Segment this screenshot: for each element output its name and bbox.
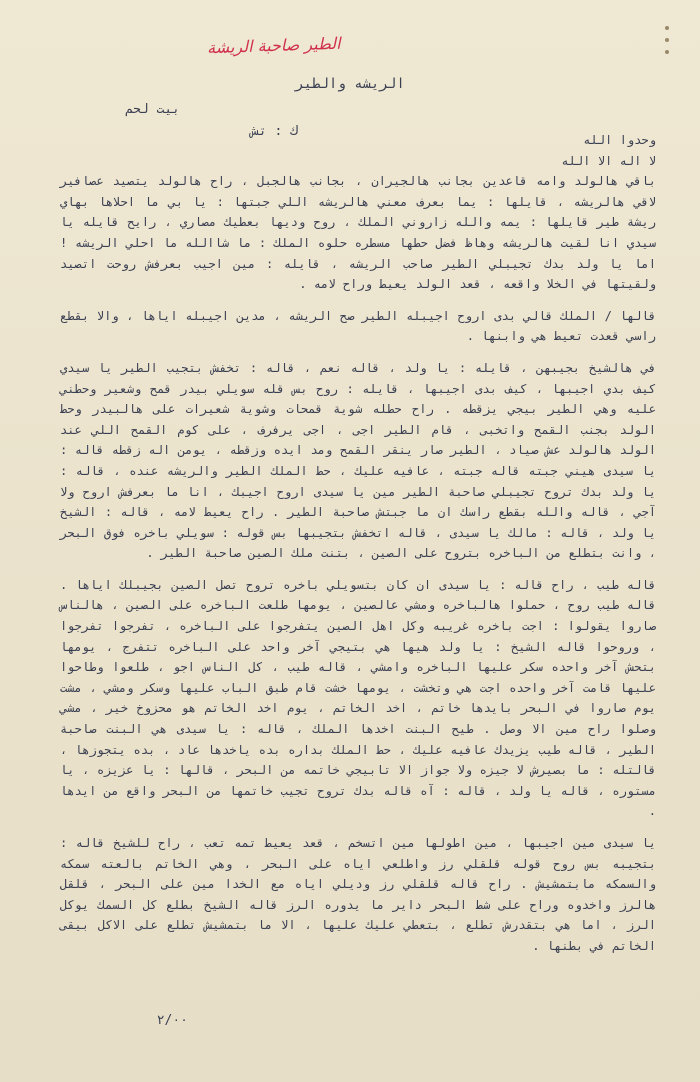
- paragraph-3: في هالشيخ بجيبهن ، قايله : يا ولد ، قاله نعم ، قاله : تخفش بتجيب الطير يا سيدي كيف بدي اجيبها ، كيف بدى اجيبها ، قايله : روح بس قله سويلي بيدر قمح وشعير وحطني عليه وهي الطير بيجي يزقطه . راح حطله شوية قمحات وشوية شعيرات على هالبيدر وحط الولد بجنب القمح واتخبى ، قام الطير اجى ، اجى يرفرف ، على كوم القمح اللي عند الولد هالولد عش صياد ، الطير صار ينقر القمح ومد ايده وزقطه ، يومن اله زقطه قاله : يا سيدى هيني جبته قاله جبته ، عافيه عليك ، حط الملك الطير والريشه عنده ، قاله : يا ولد بدك تروح تجيبلي صاحبة الطير مين يا سيدى اروح اجيبك ، انا ما بعرفش اروح ولا آجي ، قاله والله بقطع راسك ان ما جبتش صاحبة الطير . راح يعيط لامه ، قاله : الشيخ يا ولد ، قاله : مالك يا سيدى ، قاله اتخفش بتجيبها بس قوله : سويلي باخره فوق البحر ، وانت بتطلع من الباخره بتروح على الصين ، بتنت ملك الصين صاحبة الطير .: [60, 360, 656, 561]
- page-number: ٢/٠٠: [156, 1013, 188, 1028]
- paragraph-5: يا سيدى مين اجيبها ، مين اطولها مين اتسخم ، قعد يعيط تمه تعب ، راح للشيخ قاله : بتجيبه بس روح قوله قلقلي رز واطلعي اياه على البحر ، وهي الخاتم بالعته سمكه والسمكه مابتمشيش . راح قاله قلقلي رز وديلي اياه مع الخدا مين على البحر ، قلقل هالرز واخدوه وراح على شط البحر داير ما يدوره الرز قاله الشيخ بطلع كل السمك يوكل الرز ، اما هي بتقدرش تطلع ، بتعطي عليك عليها ، الا ما بتمشيش تطلع على الاكل بيقى الخاتم في بطنها .: [60, 836, 656, 953]
- paragraph-1: وحدوا الله لا اله الا الله باقي هالولد وامه قاعدين بجانب هالجيران ، بجانب هالجبل ، راح هالولد يتصيد عصافير لاقي هالريشه ، قايلها : يما بعرف معني هالريشه اللي جبتها : يا بي ما احلاها بهاي ريشة طير قايلها : يمه والله زاروني الملك ، روح وديها بعطيك مصاري ، رايح قايله يا سيدي انا لقيت هالريشه وهاظ فضل حطها مسطره حلوه الملك : ما شاالله ما احلي الريشه ! اما يا ولد بدك تجيبلي الطير صاحب الريشه ، قايله : مين اجيب بعرفش روحت اتصيد ولقيتها في الخلا واقعه ، قعد الولد يعيط وراح لامه .: [60, 133, 656, 292]
- paragraph-4: قاله طيب ، راح قاله : يا سيدى ان كان بتسويلي باخره تروح تصل الصين بجيبلك اياها . قاله طيب روح ، حملوا هالباخره ومشي عالصين ، يومها طلعت الباخره على الصين ، هالناس صاروا يقولوا : اجت باخره غريبه وكل اهل الصين يتفرجوا على الباخره ، تفرجوا تفرجوا ، وروحوا قاله الشيخ : يا ولد هيها هي بتيجي آخر واحد على الباخره تتفرج ، يومها بتحش آخر واحده سكر عليها الباخره وامشي ، قاله طيب ، كل الناس اجو ، طلعوا وطاحوا عليها قامت آخر واحده اجت هي وتخشت ، يومها خشت قام طبق الباب عليها وسكر ومشي ، مشت يوم صاروا في البحر بايدها خاتم ، اخد الخاتم ، يوم اخد الخاتم هو محزوخ خير ، مشي وصلوا راح مين الا وصل . طيح البنت اخدها الملك ، قاله : يا سيدى هي البنت صاحبة الطير ، قاله طيب يزيدك عافيه عليك ، حط الملك بداره بده ياخدها عاد ، بده يتجوزها ، قالتله : ما بصيرش لا جيزه ولا جواز الا تابيجي خاتمه من البحر ، قالها : يا عزيزه ، يا مستوره ، قاله يا ولد ، قاله : آه قاله بدك تروح تجيب خاتمها من البحر واقع من ايدها .: [60, 577, 656, 819]
- story-body: [60, 130, 656, 968]
- code-label: ك : تش: [251, 124, 298, 139]
- paragraph-2: قالها / الملك قالي بدى اروح اجيبله الطير صح الريشه ، مدين اجيبله اياها ، والا بقطع راسي قعدت تعيط هي وابنها .: [60, 308, 656, 344]
- story-title: الريشه والطير: [295, 76, 405, 92]
- place-label: بيت لحم: [125, 102, 180, 117]
- handwritten-title: الطير صاحبة الريشة: [206, 33, 341, 58]
- punch-hole-marks: [662, 26, 672, 72]
